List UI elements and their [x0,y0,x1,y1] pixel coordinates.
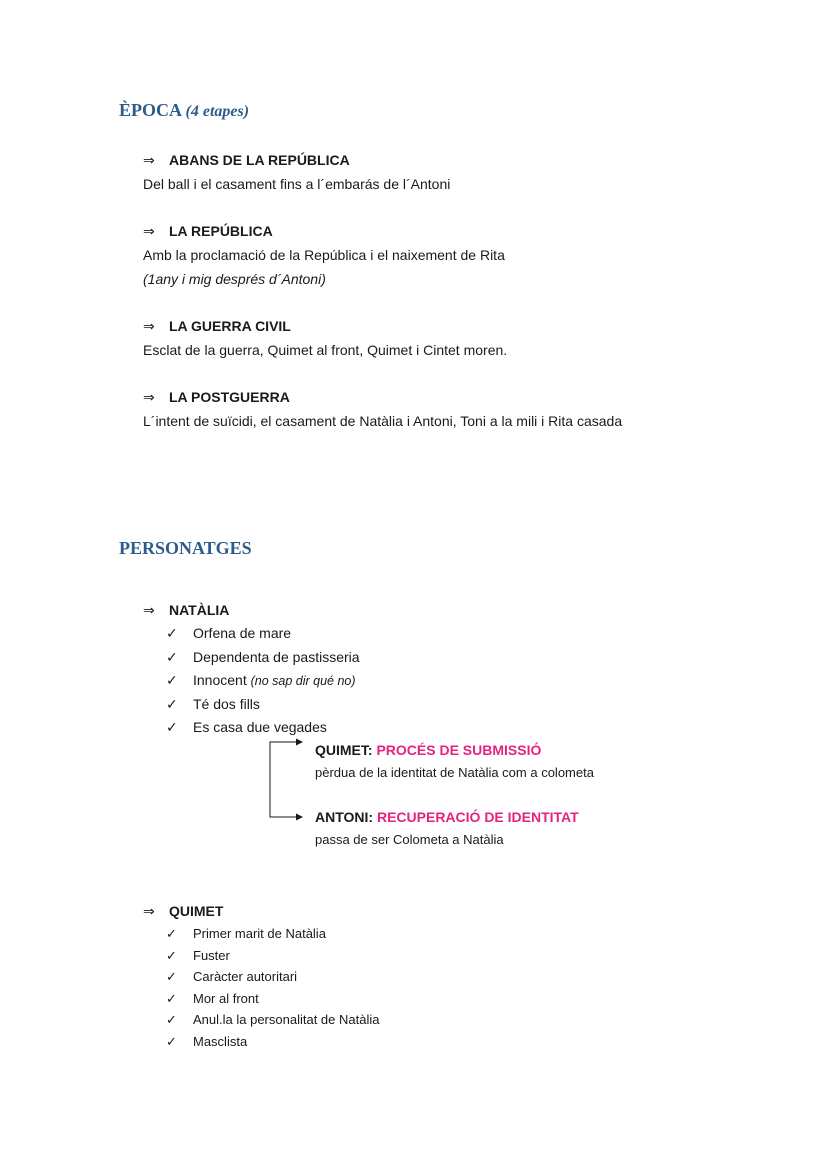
list-item: ✓ Es casa due vegades [166,716,360,740]
natalia-title: ⇒ NATÀLIA [143,602,230,618]
double-arrow-icon: ⇒ [143,318,155,334]
check-icon: ✓ [166,969,177,984]
trait-note: (no sap dir qué no) [250,674,356,689]
process-label: RECUPERACIÓ DE IDENTITAT [376,809,579,825]
stage-3-title: ⇒ LA GUERRA CIVIL [143,318,291,334]
check-icon: ✓ [166,625,178,641]
double-arrow-icon: ⇒ [143,903,155,919]
marriage-antoni-desc: passa de ser Colometa a Natàlia [315,832,504,847]
list-item: ✓ Mor al front [166,988,379,1010]
stage-2-title: ⇒ LA REPÚBLICA [143,223,273,239]
stage-1-desc: Del ball i el casament fins a l´embarás de l´Antoni [143,176,451,192]
check-icon: ✓ [166,947,177,963]
list-item: ✓ Innocent (no sap dir qué no) [166,669,360,693]
marriage-quimet-desc: pèrdua de la identitat de Natàlia com a colometa [315,765,594,780]
double-arrow-icon: ⇒ [143,223,155,239]
quimet-traits [166,923,379,1052]
list-item: ✓ Anul.la la personalitat de Natàlia [166,1009,379,1031]
list-item: ✓ Fuster [166,945,379,967]
list-item: ✓ Té dos fills [166,693,360,717]
list-item: ✓ Masclista [166,1031,379,1053]
epoca-title: ÈPOCA [119,100,182,120]
stage-2-note: (1any i mig després d´Antoni) [143,271,326,287]
personatges-heading: PERSONATGES [119,538,252,558]
quimet-title: ⇒ QUIMET [143,903,224,919]
double-arrow-icon: ⇒ [143,389,155,405]
list-item: ✓ Dependenta de pastisseria [166,646,360,670]
stage-4-desc: L´intent de suïcidi, el casament de Natàlia i Antoni, Toni a la mili i Rita casada [143,413,623,429]
check-icon: ✓ [166,648,178,665]
double-arrow-icon: ⇒ [143,152,155,168]
check-icon: ✓ [166,719,178,736]
epoca-subtitle: (4 etapes) [185,103,250,120]
process-label: PROCÉS DE SUBMISSIÓ [376,742,542,758]
marriage-antoni-title: ANTONI: RECUPERACIÓ DE IDENTITAT [315,809,579,825]
list-item: ✓ Orfena de mare [166,622,360,646]
list-item: ✓ Caràcter autoritari [166,966,379,988]
list-item: ✓ Primer marit de Natàlia [166,923,379,945]
stage-2-desc: Amb la proclamació de la República i el naixement de Rita [143,247,505,263]
double-arrow-icon: ⇒ [143,602,155,618]
check-icon: ✓ [166,1033,177,1049]
check-icon: ✓ [166,990,177,1006]
check-icon: ✓ [166,695,178,712]
stage-3-desc: Esclat de la guerra, Quimet al front, Quimet i Cintet moren. [143,342,508,358]
check-icon: ✓ [166,926,177,941]
check-icon: ✓ [166,672,178,689]
stage-4-title: ⇒ LA POSTGUERRA [143,389,290,405]
marriage-quimet-title: QUIMET: PROCÉS DE SUBMISSIÓ [315,742,542,758]
stage-1-title: ⇒ ABANS DE LA REPÚBLICA [143,152,350,168]
check-icon: ✓ [166,1012,177,1027]
